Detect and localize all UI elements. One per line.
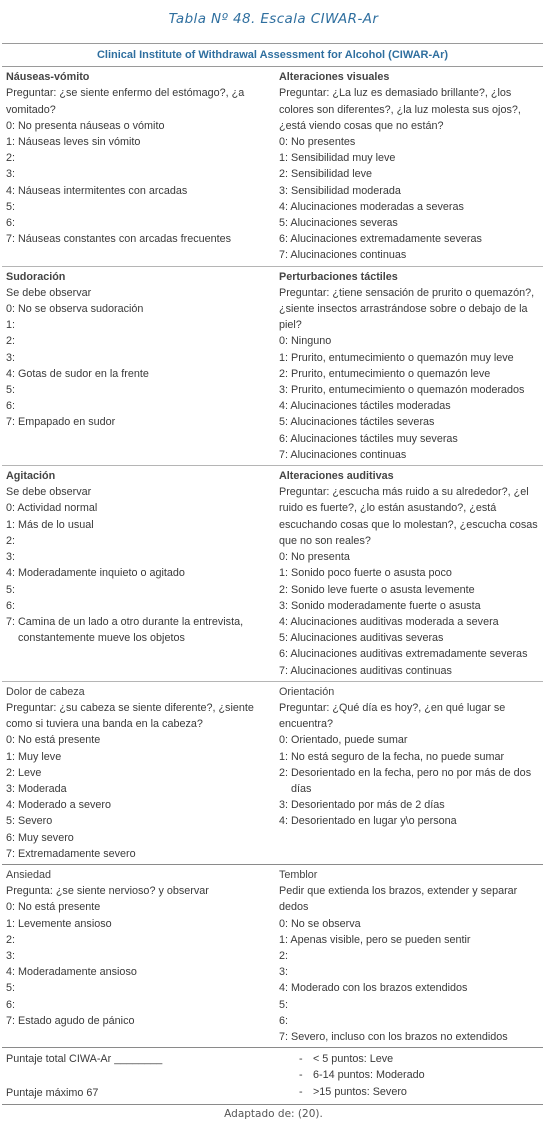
section-line: 3: bbox=[6, 351, 16, 364]
section-title: Dolor de cabeza bbox=[6, 685, 85, 698]
section-line: 3: Desorientado por más de 2 días bbox=[279, 799, 445, 812]
severity-text: < 5 puntos: Leve bbox=[313, 1053, 394, 1066]
severity-text: >15 puntos: Severo bbox=[313, 1085, 407, 1098]
section-line: Preguntar: ¿tiene sensación de prurito o quemazón?, ¿siente insectos arrastrándose sobre o debajo de la piel? bbox=[279, 286, 535, 332]
section-line: 3: Sensibilidad moderada bbox=[279, 184, 401, 197]
footer-left-cell bbox=[2, 1048, 276, 1105]
section-line: 0: No presenta bbox=[279, 551, 350, 564]
section-line: 0: No está presente bbox=[6, 901, 101, 914]
section-line: 5: Alucinaciones táctiles severas bbox=[279, 416, 435, 429]
section-line: 6: Alucinaciones extremadamente severas bbox=[279, 233, 482, 246]
section-line: 6: bbox=[6, 400, 16, 413]
section-line: 7: Empapado en sudor bbox=[6, 416, 116, 429]
section-line: 2: bbox=[279, 949, 289, 962]
section-line: 2: bbox=[6, 933, 16, 946]
section-line: 5: Severo bbox=[6, 815, 53, 828]
severity-dash: - bbox=[299, 1085, 303, 1098]
severity-text: 6-14 puntos: Moderado bbox=[313, 1069, 425, 1082]
severity-cell bbox=[276, 1048, 543, 1105]
section-line: 6: Alucinaciones auditivas extremadamente severas bbox=[279, 648, 528, 661]
section-title: Alteraciones auditivas bbox=[279, 470, 394, 483]
section-line: 3: bbox=[279, 966, 289, 979]
footer-row bbox=[2, 1048, 543, 1105]
section-line: 5: bbox=[6, 583, 16, 596]
section-line: 5: bbox=[279, 998, 289, 1011]
ciwar-table bbox=[2, 43, 543, 1105]
section-line: 4: Alucinaciones táctiles moderadas bbox=[279, 400, 451, 413]
section-title: Sudoración bbox=[6, 270, 66, 283]
section-line: Se debe observar bbox=[6, 286, 92, 299]
section-line: 4: Gotas de sudor en la frente bbox=[6, 367, 149, 380]
section-line: 7: Estado agudo de pánico bbox=[6, 1014, 135, 1027]
section-line: 2: Desorientado en la fecha, pero no por más de dos días bbox=[279, 766, 532, 795]
section-title: Náuseas-vómito bbox=[6, 71, 90, 84]
section-cell-left bbox=[2, 266, 276, 465]
section-line: 1: Más de lo usual bbox=[6, 518, 94, 531]
section-line: 1: Muy leve bbox=[6, 750, 62, 763]
section-line: 2: Leve bbox=[6, 766, 42, 779]
section-title: Temblor bbox=[279, 868, 318, 881]
section-line: 3: bbox=[6, 551, 16, 564]
section-title: Ansiedad bbox=[6, 868, 52, 881]
section-line: 2: bbox=[6, 534, 16, 547]
section-line: 6: bbox=[6, 998, 16, 1011]
section-line: 5: bbox=[6, 384, 16, 397]
section-line: 6: bbox=[6, 599, 16, 612]
table-caption: Tabla Nº 48. Escala CIWAR-Ar bbox=[168, 11, 379, 27]
section-line: 6: bbox=[6, 217, 16, 230]
section-line: Preguntar: ¿su cabeza se siente diferente?, ¿siente como si tuviera una banda en la cabeza? bbox=[6, 701, 254, 731]
section-line: Se debe observar bbox=[6, 486, 92, 499]
section-line: 3: bbox=[6, 949, 16, 962]
section-line: Pedir que extienda los brazos, extender y separar dedos bbox=[279, 885, 518, 914]
section-title: Alteraciones visuales bbox=[279, 71, 390, 84]
section-line: 4: Alucinaciones moderadas a severas bbox=[279, 200, 464, 213]
section-line: 1: No está seguro de la fecha, no puede sumar bbox=[279, 750, 505, 763]
section-line: 1: Sonido poco fuerte o asusta poco bbox=[279, 567, 452, 580]
section-line: 2: Sonido leve fuerte o asusta levemente bbox=[279, 583, 475, 596]
section-line: 4: Moderadamente inquieto o agitado bbox=[6, 567, 185, 580]
section-line: 1: bbox=[6, 319, 16, 332]
section-line: 7: Camina de un lado a otro durante la entrevista, constantemente mueve los objetos bbox=[6, 615, 244, 645]
section-line: 1: Levemente ansioso bbox=[6, 917, 112, 930]
section-line: 5: bbox=[6, 982, 16, 995]
section-line: 2: bbox=[6, 152, 16, 165]
severity-item bbox=[279, 1084, 543, 1100]
severity-dash: - bbox=[299, 1053, 303, 1066]
section-line: 0: No presentes bbox=[279, 136, 356, 149]
section-cell-right bbox=[276, 266, 543, 465]
section-row bbox=[2, 266, 543, 465]
section-line: 0: No presenta náuseas o vómito bbox=[6, 119, 165, 132]
section-line: 7: Náuseas constantes con arcadas frecuentes bbox=[6, 233, 232, 246]
section-line: 0: Actividad normal bbox=[6, 502, 98, 515]
severity-dash: - bbox=[299, 1069, 303, 1082]
section-line: 4: Moderado a severo bbox=[6, 799, 112, 812]
section-line: 7: Severo, incluso con los brazos no extendidos bbox=[279, 1030, 508, 1043]
severity-item bbox=[279, 1067, 543, 1083]
section-line: 1: Apenas visible, pero se pueden sentir bbox=[279, 933, 471, 946]
section-line: 7: Alucinaciones auditivas continuas bbox=[279, 664, 452, 677]
section-line: 3: bbox=[6, 168, 16, 181]
section-line: 7: Alucinaciones continuas bbox=[279, 249, 407, 262]
section-line: 7: Alucinaciones continuas bbox=[279, 448, 407, 461]
table-body bbox=[2, 67, 543, 1048]
section-cell-right bbox=[276, 681, 543, 864]
section-line: 0: No está presente bbox=[6, 734, 101, 747]
section-title: Perturbaciones táctiles bbox=[279, 270, 398, 283]
section-cell-left bbox=[2, 67, 276, 266]
total-score-label: Puntaje total CIWA-Ar ________ bbox=[6, 1053, 163, 1066]
section-row bbox=[2, 466, 543, 682]
section-line: 0: Orientado, puede sumar bbox=[279, 734, 408, 747]
section-line: 0: No se observa bbox=[279, 917, 361, 930]
section-line: 3: Prurito, entumecimiento o quemazón moderados bbox=[279, 384, 525, 397]
section-cell-left bbox=[2, 864, 276, 1047]
section-line: 4: Náuseas intermitentes con arcadas bbox=[6, 184, 188, 197]
table-header: Clinical Institute of Withdrawal Assessment for Alcohol (CIWAR-Ar) bbox=[2, 44, 543, 67]
section-line: 2: Sensibilidad leve bbox=[279, 168, 373, 181]
section-line: 3: Moderada bbox=[6, 782, 67, 795]
section-cell-right bbox=[276, 466, 543, 682]
section-line: 1: Náuseas leves sin vómito bbox=[6, 136, 141, 149]
section-line: Pregunta: ¿se siente nervioso? y observar bbox=[6, 885, 209, 898]
section-line: 2: Prurito, entumecimiento o quemazón leve bbox=[279, 367, 491, 380]
section-cell-left bbox=[2, 466, 276, 682]
section-line: 6: Muy severo bbox=[6, 831, 74, 844]
section-line: Preguntar: ¿La luz es demasiado brillante?, ¿los colores son diferentes?, ¿la luz molesta sus ojos?, ¿está viendo cosas que no están? bbox=[279, 87, 521, 132]
max-score-label: Puntaje máximo 67 bbox=[6, 1087, 99, 1100]
section-cell-right bbox=[276, 864, 543, 1047]
section-line: 2: bbox=[6, 335, 16, 348]
section-cell-right bbox=[276, 67, 543, 266]
section-line: 4: Alucinaciones auditivas moderada a severa bbox=[279, 615, 499, 628]
section-line: 0: No se observa sudoración bbox=[6, 303, 144, 316]
section-line: Preguntar: ¿se siente enfermo del estómago?, ¿a vomitado? bbox=[6, 87, 245, 116]
section-row bbox=[2, 67, 543, 266]
section-line: 5: Alucinaciones severas bbox=[279, 217, 398, 230]
section-line: 7: Extremadamente severo bbox=[6, 847, 136, 860]
section-title: Orientación bbox=[279, 685, 335, 698]
severity-item bbox=[279, 1051, 543, 1067]
section-line: Preguntar: ¿Qué día es hoy?, ¿en qué lugar se encuentra? bbox=[279, 701, 506, 731]
section-line: 4: Moderadamente ansioso bbox=[6, 966, 137, 979]
section-line: 4: Moderado con los brazos extendidos bbox=[279, 982, 468, 995]
section-title: Agitación bbox=[6, 470, 56, 483]
section-line: 0: Ninguno bbox=[279, 335, 332, 348]
section-line: 6: bbox=[279, 1014, 289, 1027]
section-line: 1: Sensibilidad muy leve bbox=[279, 152, 396, 165]
section-line: Preguntar: ¿escucha más ruido a su alrededor?, ¿el ruido es fuerte?, ¿lo están asustando?, ¿está escuchando cosas que lo molestan?, ¿escucha cosas que no son reales? bbox=[279, 486, 538, 547]
source-note: Adaptado de: (20). bbox=[224, 1108, 323, 1120]
section-line: 3: Sonido moderadamente fuerte o asusta bbox=[279, 599, 481, 612]
section-line: 1: Prurito, entumecimiento o quemazón muy leve bbox=[279, 351, 514, 364]
section-line: 6: Alucinaciones táctiles muy severas bbox=[279, 432, 458, 445]
section-cell-left bbox=[2, 681, 276, 864]
section-line: 5: Alucinaciones auditivas severas bbox=[279, 632, 444, 645]
section-row bbox=[2, 681, 543, 864]
section-line: 5: bbox=[6, 200, 16, 213]
table-header-row bbox=[2, 44, 543, 67]
section-line: 4: Desorientado en lugar y\o persona bbox=[279, 815, 457, 828]
section-row bbox=[2, 864, 543, 1047]
